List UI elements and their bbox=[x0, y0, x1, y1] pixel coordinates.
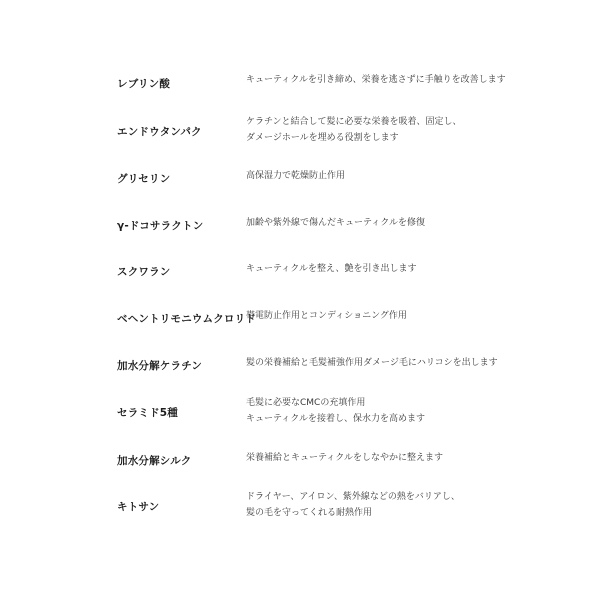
description-line: 高保湿力で乾燥防止作用 bbox=[246, 171, 346, 181]
ingredient-description bbox=[246, 450, 443, 466]
ingredient-description bbox=[246, 489, 460, 521]
description-line: 毛髪に必要なCMCの充填作用 bbox=[246, 398, 366, 408]
description-line: ドライヤー、アイロン、紫外線などの熱をバリアし、 bbox=[246, 492, 460, 502]
ingredient-description bbox=[246, 114, 462, 146]
ingredient-description bbox=[246, 168, 345, 184]
ingredient-name: γ-ドコサラクトン bbox=[117, 220, 204, 232]
ingredient-description bbox=[246, 308, 407, 324]
ingredient-description bbox=[246, 355, 498, 371]
description-line: 栄養補給とキューティクルをしなやかに整えます bbox=[246, 453, 444, 463]
ingredient-name: 加水分解ケラチン bbox=[117, 360, 203, 372]
ingredient-name: グリセリン bbox=[117, 173, 171, 185]
description-line: 髪の毛を守ってくれる耐熱作用 bbox=[246, 508, 373, 518]
ingredient-name: キトサン bbox=[117, 501, 160, 513]
ingredient-description bbox=[246, 261, 417, 277]
description-line: 帯電防止作用とコンディショニング作用 bbox=[246, 311, 407, 321]
ingredient-name: レブリン酸 bbox=[117, 78, 171, 90]
description-line: ケラチンと結合して髪に必要な栄養を吸着、固定し、 bbox=[246, 117, 462, 127]
ingredient-description bbox=[246, 395, 425, 427]
ingredient-name: エンドウタンパク bbox=[117, 126, 202, 138]
description-line: 加齢や紫外線で傷んだキューティクルを修復 bbox=[246, 218, 426, 228]
description-line: キューティクルを接着し、保水力を高めます bbox=[246, 414, 426, 424]
description-line: キューティクルを整え、艶を引き出します bbox=[246, 264, 417, 274]
ingredient-name: ベヘントリモニウムクロリド bbox=[117, 313, 256, 325]
description-line: キューティクルを引き締め、栄養を逃さずに手触りを改善します bbox=[246, 75, 506, 85]
ingredient-name: セラミド5種 bbox=[117, 407, 179, 419]
ingredient-description bbox=[246, 72, 506, 88]
description-line: ダメージホールを埋める役割をします bbox=[246, 133, 399, 143]
ingredient-description bbox=[246, 215, 425, 231]
ingredient-name: 加水分解シルク bbox=[117, 455, 192, 467]
description-line: 髪の栄養補給と毛髪補強作用ダメージ毛にハリコシを出します bbox=[246, 358, 498, 368]
ingredient-name: スクワラン bbox=[117, 266, 171, 278]
